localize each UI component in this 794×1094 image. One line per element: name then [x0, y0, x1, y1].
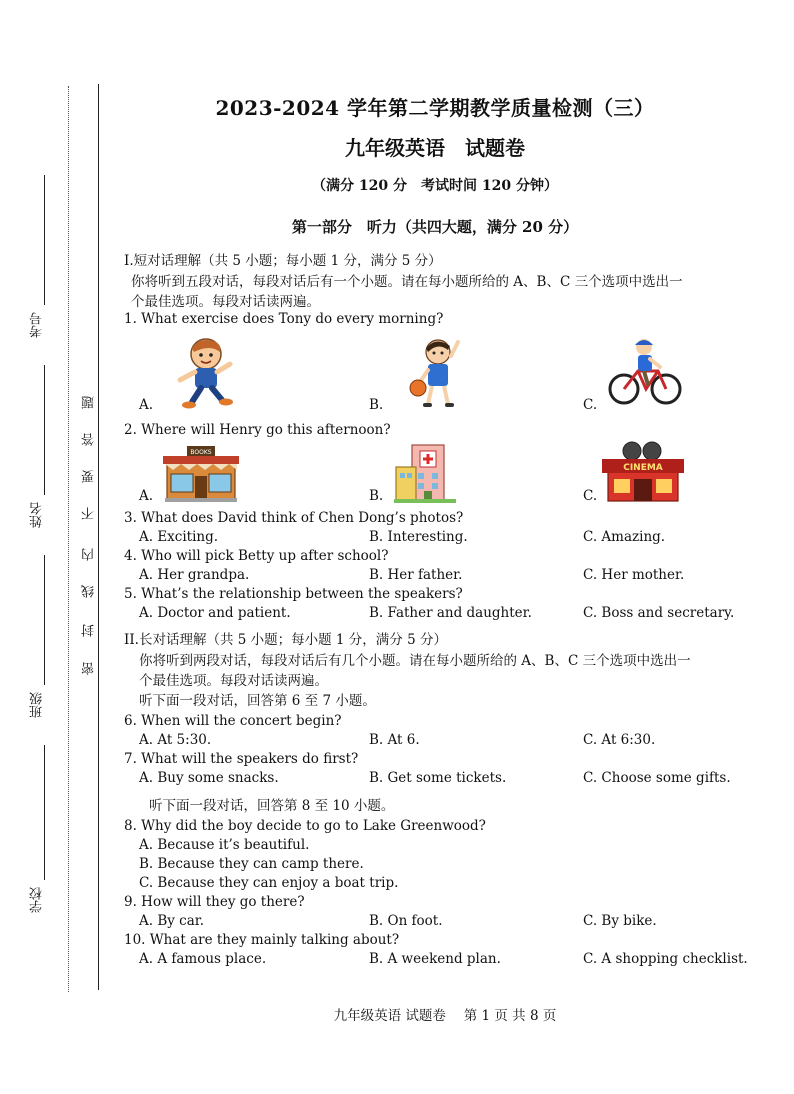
option-5a: A. Doctor and patient. [139, 605, 291, 621]
option-1c: C. [583, 397, 598, 413]
basketball-boy-picture [408, 336, 468, 410]
part-heading: 第一部分 听力（共四大题，满分 20 分） [291, 218, 579, 236]
question-4: 4. Who will pick Betty up after school? [124, 548, 389, 564]
seal-char: 内 [82, 548, 97, 561]
option-7b: B. Get some tickets. [369, 770, 507, 786]
dialog-intro-2: 听下面一段对话，回答第 8 至 10 小题。 [149, 798, 395, 814]
school-label: 学校 [30, 887, 45, 913]
seal-solid-line [98, 84, 99, 990]
question-10: 10. What are they mainly talking about? [124, 932, 400, 948]
question-8: 8. Why did the boy decide to go to Lake Greenwood? [124, 818, 486, 834]
question-1: 1. What exercise does Tony do every morning? [124, 311, 444, 327]
option-9b: B. On foot. [369, 913, 443, 929]
question-6: 6. When will the concert begin? [124, 713, 342, 729]
option-8a: A. Because it’s beautiful. [139, 837, 310, 853]
cycling-boy-picture [608, 337, 682, 409]
option-9a: A. By car. [139, 913, 205, 929]
option-1b: B. [369, 397, 384, 413]
seal-char: 答 [82, 433, 97, 446]
section2-heading: II.长对话理解（共 5 小题；每小题 1 分，满分 5 分） [124, 632, 447, 648]
section2-instruction: 个最佳选项。每段对话读两遍。 [139, 673, 328, 689]
question-5: 5. What’s the relationship between the speakers? [124, 586, 463, 602]
dialog-intro-1: 听下面一段对话，回答第 6 至 7 小题。 [139, 693, 376, 709]
option-5c: C. Boss and secretary. [583, 605, 735, 621]
option-4a: A. Her grandpa. [139, 567, 250, 583]
option-10b: B. A weekend plan. [369, 951, 501, 967]
section1-instruction: 个最佳选项。每段对话读两遍。 [131, 294, 320, 310]
bookstore-sign: BOOKS [190, 449, 212, 456]
school-blank [44, 745, 45, 880]
option-8c: C. Because they can enjoy a boat trip. [139, 875, 399, 891]
seal-char: 要 [82, 470, 97, 483]
page-footer: 九年级英语 试题卷 第 1 页 共 8 页 [333, 1008, 557, 1024]
option-3c: C. Amazing. [583, 529, 666, 545]
question-2: 2. Where will Henry go this afternoon? [124, 422, 391, 438]
option-7c: C. Choose some gifts. [583, 770, 731, 786]
seal-char: 题 [82, 396, 97, 409]
section1-instruction: 你将听到五段对话，每段对话后有一个小题。请在每小题所给的 A、B、C 三个选项中选出一 [131, 274, 683, 290]
class-blank [44, 555, 45, 685]
option-8b: B. Because they can camp there. [139, 856, 364, 872]
section2-instruction: 你将听到两段对话，每段对话后有几个小题。请在每小题所给的 A、B、C 三个选项中选出一 [139, 653, 691, 669]
exam-number-label: 考号 [30, 312, 45, 338]
cinema-picture [602, 441, 684, 503]
seal-char: 封 [82, 624, 97, 637]
running-boy-picture [170, 334, 242, 410]
exam-note: （满分 120 分 考试时间 120 分钟） [312, 178, 558, 194]
name-blank [44, 365, 45, 495]
bookstore-picture [163, 444, 239, 502]
question-9: 9. How will they go there? [124, 894, 305, 910]
cinema-sign: CINEMA [623, 463, 663, 473]
option-4b: B. Her father. [369, 567, 463, 583]
seal-char: 线 [82, 585, 97, 598]
option-1a: A. [139, 397, 154, 413]
option-3a: A. Exciting. [139, 529, 219, 545]
option-3b: B. Interesting. [369, 529, 468, 545]
exam-number-blank [44, 175, 45, 305]
question-3: 3. What does David think of Chen Dong’s photos? [124, 510, 464, 526]
hospital-picture [394, 443, 456, 503]
exam-title: 2023-2024 学年第二学期教学质量检测（三） [215, 96, 655, 120]
option-7a: A. Buy some snacks. [139, 770, 279, 786]
option-6c: C. At 6:30. [583, 732, 656, 748]
class-label: 班级 [30, 692, 45, 718]
exam-subtitle: 九年级英语 试题卷 [345, 136, 525, 160]
option-9c: C. By bike. [583, 913, 657, 929]
name-label: 姓名 [30, 502, 45, 528]
option-2c: C. [583, 488, 598, 504]
option-2b: B. [369, 488, 384, 504]
seal-char: 不 [82, 507, 97, 520]
option-4c: C. Her mother. [583, 567, 685, 583]
seal-char: 密 [82, 662, 97, 675]
option-10a: A. A famous place. [139, 951, 267, 967]
option-10c: C. A shopping checklist. [583, 951, 748, 967]
option-2a: A. [139, 488, 154, 504]
section1-heading: I.短对话理解（共 5 小题；每小题 1 分，满分 5 分） [124, 253, 442, 269]
option-6a: A. At 5:30. [139, 732, 212, 748]
question-7: 7. What will the speakers do first? [124, 751, 359, 767]
option-6b: B. At 6. [369, 732, 420, 748]
option-5b: B. Father and daughter. [369, 605, 532, 621]
fold-dotted-line [68, 86, 69, 992]
